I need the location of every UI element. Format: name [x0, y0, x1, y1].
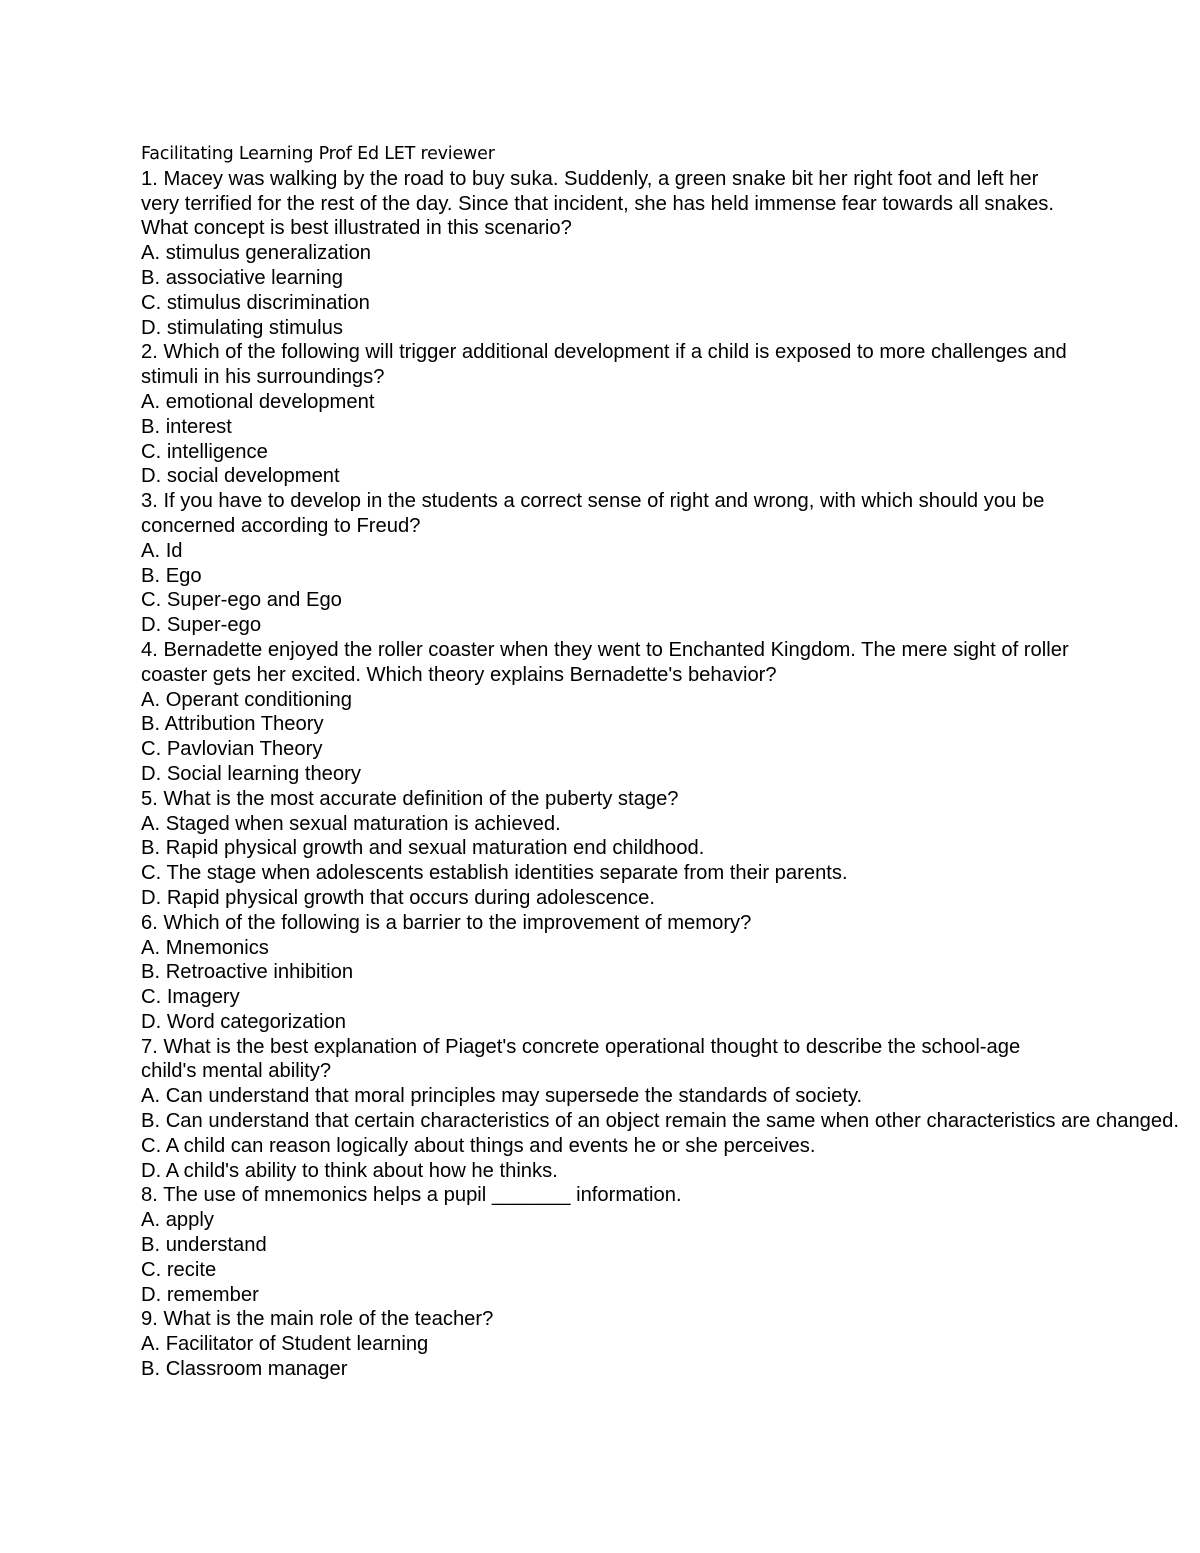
- question-item: [141, 167, 1071, 341]
- option-letter: B .: [141, 1234, 166, 1256]
- option-letter: B .: [141, 837, 166, 859]
- question-text: [141, 1183, 1071, 1208]
- option-letter: D .: [141, 465, 167, 487]
- question-stem: What is the most accurate definition of the puberty stage?: [163, 787, 679, 810]
- option-letter: C .: [141, 862, 166, 884]
- option-letter: D .: [141, 887, 167, 909]
- question-number: 6 .: [141, 912, 163, 934]
- answer-option: [141, 1109, 1179, 1134]
- answer-option: [141, 985, 1071, 1010]
- question-text: [141, 1035, 1071, 1085]
- answer-options: [141, 241, 1071, 340]
- option-text: Can understand that certain characteristics of an object remain the same when other characteristics are changed.: [165, 1110, 1179, 1133]
- answer-option: [141, 564, 1071, 589]
- option-text: Retroactive inhibition: [165, 961, 354, 984]
- answer-options: [141, 1332, 1071, 1382]
- option-text: remember: [166, 1283, 259, 1306]
- option-text: Word categorization: [166, 1010, 346, 1033]
- answer-option: [141, 1283, 1071, 1308]
- answer-options: [141, 539, 1071, 638]
- answer-options: [141, 812, 1071, 911]
- answer-option: [141, 861, 1071, 886]
- answer-option: [141, 1332, 1071, 1357]
- question-item: [141, 489, 1071, 638]
- option-letter: C .: [141, 986, 167, 1008]
- option-text: Operant conditioning: [165, 688, 352, 711]
- option-letter: A .: [141, 242, 166, 264]
- answer-option: [141, 1084, 1071, 1109]
- document-body: [141, 142, 1179, 1382]
- answer-option: [141, 291, 1071, 316]
- question-item: [141, 1307, 1071, 1381]
- question-number: 5 .: [141, 788, 163, 810]
- option-letter: C .: [141, 1135, 166, 1157]
- option-letter: B .: [141, 416, 166, 438]
- option-text: apply: [165, 1209, 214, 1232]
- answer-options: [141, 1208, 1071, 1307]
- option-letter: C .: [141, 1259, 167, 1281]
- option-text: Facilitator of Student learning: [165, 1333, 429, 1356]
- answer-option: [141, 712, 1071, 737]
- answer-options: [141, 390, 1071, 489]
- answer-option: [141, 1258, 1071, 1283]
- option-letter: D .: [141, 1160, 166, 1182]
- option-letter: B .: [141, 1358, 166, 1380]
- option-text: Super-ego: [166, 614, 262, 637]
- option-text: recite: [166, 1258, 217, 1281]
- answer-option: [141, 836, 1071, 861]
- answer-option: [141, 266, 1071, 291]
- question-stem: What is the main role of the teacher?: [163, 1308, 494, 1331]
- answer-option: [141, 464, 1071, 489]
- option-text: intelligence: [166, 440, 268, 463]
- option-text: A child can reason logically about things and events he or she perceives.: [165, 1134, 816, 1157]
- answer-option: [141, 241, 1071, 266]
- question-number: 2 .: [141, 341, 163, 363]
- question-stem: Which of the following will trigger additional development if a child is exposed to more challenges and stimuli in his surroundings?: [141, 341, 1067, 389]
- option-letter: A .: [141, 1333, 166, 1355]
- option-letter: D .: [141, 1011, 167, 1033]
- question-stem: If you have to develop in the students a correct sense of right and wrong, with which should you be concerned according to Freud?: [141, 490, 1045, 537]
- option-text: stimulating stimulus: [166, 316, 343, 339]
- option-text: Can understand that moral principles may supersede the standards of society.: [165, 1085, 863, 1108]
- question-item: [141, 1035, 1179, 1184]
- option-letter: A .: [141, 1209, 166, 1231]
- question-item: [141, 340, 1071, 489]
- question-number: 1 .: [141, 168, 163, 190]
- question-stem: Bernadette enjoyed the roller coaster when they went to Enchanted Kingdom. The mere sight of roller coaster gets her excited. Which theory explains Bernadette's behavior?: [141, 638, 1069, 686]
- option-letter: B .: [141, 961, 166, 983]
- option-letter: A .: [141, 540, 166, 562]
- question-text: [141, 638, 1071, 688]
- answer-option: [141, 1010, 1071, 1035]
- question-stem: The use of mnemonics helps a pupil _______ information.: [163, 1184, 682, 1207]
- answer-option: [141, 1159, 1071, 1184]
- option-text: Id: [165, 539, 183, 562]
- answer-option: [141, 390, 1071, 415]
- option-text: stimulus discrimination: [166, 291, 370, 314]
- question-item: [141, 911, 1071, 1035]
- question-text: [141, 489, 1071, 539]
- option-letter: A .: [141, 813, 166, 835]
- question-item: [141, 787, 1071, 911]
- question-text: [141, 911, 1071, 936]
- answer-option: [141, 316, 1071, 341]
- answer-option: [141, 936, 1071, 961]
- option-text: Mnemonics: [165, 936, 269, 959]
- answer-option: [141, 762, 1071, 787]
- option-text: Rapid physical growth and sexual maturation end childhood.: [165, 837, 705, 860]
- answer-option: [141, 1134, 1071, 1159]
- option-text: Staged when sexual maturation is achieved.: [165, 812, 561, 835]
- answer-option: [141, 1357, 1071, 1382]
- document-title: Facilitating Learning Prof Ed LET reviewer: [141, 144, 495, 164]
- answer-option: [141, 960, 1071, 985]
- answer-option: [141, 812, 1071, 837]
- option-text: The stage when adolescents establish identities separate from their parents.: [166, 862, 848, 885]
- option-text: stimulus generalization: [165, 242, 372, 265]
- answer-option: [141, 688, 1071, 713]
- option-text: Rapid physical growth that occurs during adolescence.: [166, 886, 655, 909]
- option-letter: C .: [141, 441, 167, 463]
- question-text: [141, 787, 1071, 812]
- question-number: 4 .: [141, 639, 163, 661]
- question-stem: Which of the following is a barrier to the improvement of memory?: [163, 911, 752, 934]
- answer-option: [141, 440, 1071, 465]
- answer-option: [141, 588, 1071, 613]
- answer-option: [141, 539, 1071, 564]
- option-text: understand: [165, 1234, 267, 1257]
- question-text: [141, 340, 1071, 390]
- option-letter: A .: [141, 391, 166, 413]
- question-item: [141, 1183, 1071, 1307]
- option-letter: B .: [141, 565, 166, 587]
- question-stem: What is the best explanation of Piaget's concrete operational thought to describe the school-age child's mental ability?: [141, 1035, 1021, 1083]
- option-text: Imagery: [166, 986, 240, 1009]
- option-letter: D .: [141, 1284, 167, 1306]
- option-letter: B .: [141, 1110, 166, 1132]
- option-text: social development: [166, 465, 340, 488]
- option-text: Pavlovian Theory: [166, 738, 323, 761]
- option-text: Social learning theory: [166, 762, 361, 785]
- option-letter: D .: [141, 763, 167, 785]
- question-text: [141, 167, 1071, 241]
- question-number: 7 .: [141, 1036, 163, 1058]
- option-text: Classroom manager: [165, 1358, 348, 1381]
- answer-option: [141, 737, 1071, 762]
- option-letter: D .: [141, 317, 167, 339]
- option-text: emotional development: [165, 390, 375, 413]
- answer-option: [141, 613, 1071, 638]
- question-number: 9 .: [141, 1308, 163, 1330]
- question-number: 8 .: [141, 1184, 163, 1206]
- option-letter: A .: [141, 937, 166, 959]
- question-text: [141, 1307, 1071, 1332]
- answer-option: [141, 415, 1071, 440]
- option-letter: C .: [141, 589, 167, 611]
- option-text: interest: [165, 415, 232, 438]
- question-list: [141, 167, 1179, 1382]
- question-number: 3 .: [141, 490, 163, 512]
- option-letter: D .: [141, 614, 167, 636]
- option-letter: A .: [141, 689, 166, 711]
- option-letter: B .: [141, 713, 165, 735]
- option-text: Attribution Theory: [164, 713, 324, 736]
- answer-option: [141, 1233, 1071, 1258]
- option-letter: C .: [141, 292, 167, 314]
- answer-option: [141, 886, 1071, 911]
- answer-options: [141, 936, 1071, 1035]
- option-text: Ego: [165, 564, 202, 587]
- option-text: A child's ability to think about how he thinks.: [165, 1159, 558, 1182]
- option-letter: C .: [141, 738, 167, 760]
- answer-options: [141, 1084, 1179, 1183]
- option-text: associative learning: [165, 266, 343, 289]
- option-letter: A .: [141, 1085, 166, 1107]
- question-stem: Macey was walking by the road to buy suka. Suddenly, a green snake bit her right foot and left her very terrified for the rest of the day. Since that incident, she has held immense fear towards all snakes. What concept is best illustrated in this scenario?: [141, 167, 1055, 240]
- option-text: Super-ego and Ego: [166, 589, 342, 612]
- question-item: [141, 638, 1071, 787]
- answer-option: [141, 1208, 1071, 1233]
- answer-options: [141, 688, 1071, 787]
- option-letter: B .: [141, 267, 166, 289]
